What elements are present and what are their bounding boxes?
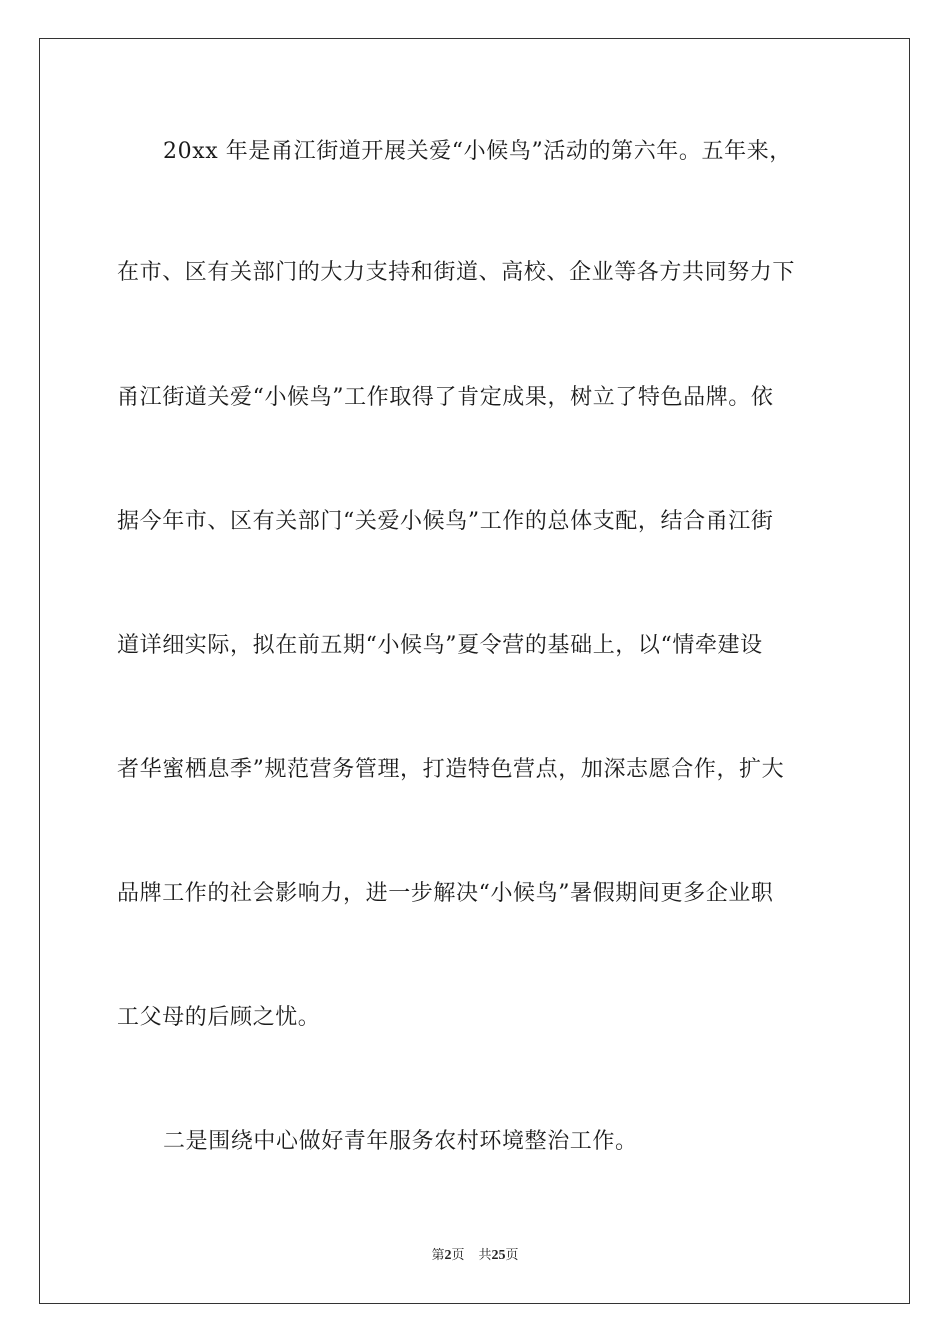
paragraph-line: 工父母的后顾之忧。 [117,1005,321,1030]
paragraph-line: 20xx 年是甬江街道开展关爱“小候鸟”活动的第六年。五年来， [163,139,792,164]
page-border [39,38,910,1304]
paragraph-line: 品牌工作的社会影响力，进一步解决“小候鸟”暑假期间更多企业职 [117,881,774,906]
paragraph-line: 据今年市、区有关部门“关爱小候鸟”工作的总体支配，结合甬江街 [117,509,774,534]
page-footer [0,1247,950,1265]
paragraph-line: 道详细实际，拟在前五期“小候鸟”夏令营的基础上，以“情牵建设 [117,633,763,658]
total-label-suffix: 页 [505,1248,519,1263]
page-number: 2 [444,1248,452,1263]
paragraph-line: 在市、区有关部门的大力支持和街道、高校、企业等各方共同努力下 [117,260,796,285]
page-label-suffix: 页 [451,1248,465,1263]
paragraph-line: 者华蜜栖息季”规范营务管理，打造特色营点，加深志愿合作，扩大 [117,757,785,782]
total-label-prefix: 共 [478,1248,492,1263]
paragraph-line: 二是围绕中心做好青年服务农村环境整治工作。 [163,1129,638,1154]
page-label-prefix: 第 [431,1248,445,1263]
total-pages: 25 [491,1248,506,1263]
paragraph-line: 甬江街道关爱“小候鸟”工作取得了肯定成果，树立了特色品牌。依 [117,385,774,410]
